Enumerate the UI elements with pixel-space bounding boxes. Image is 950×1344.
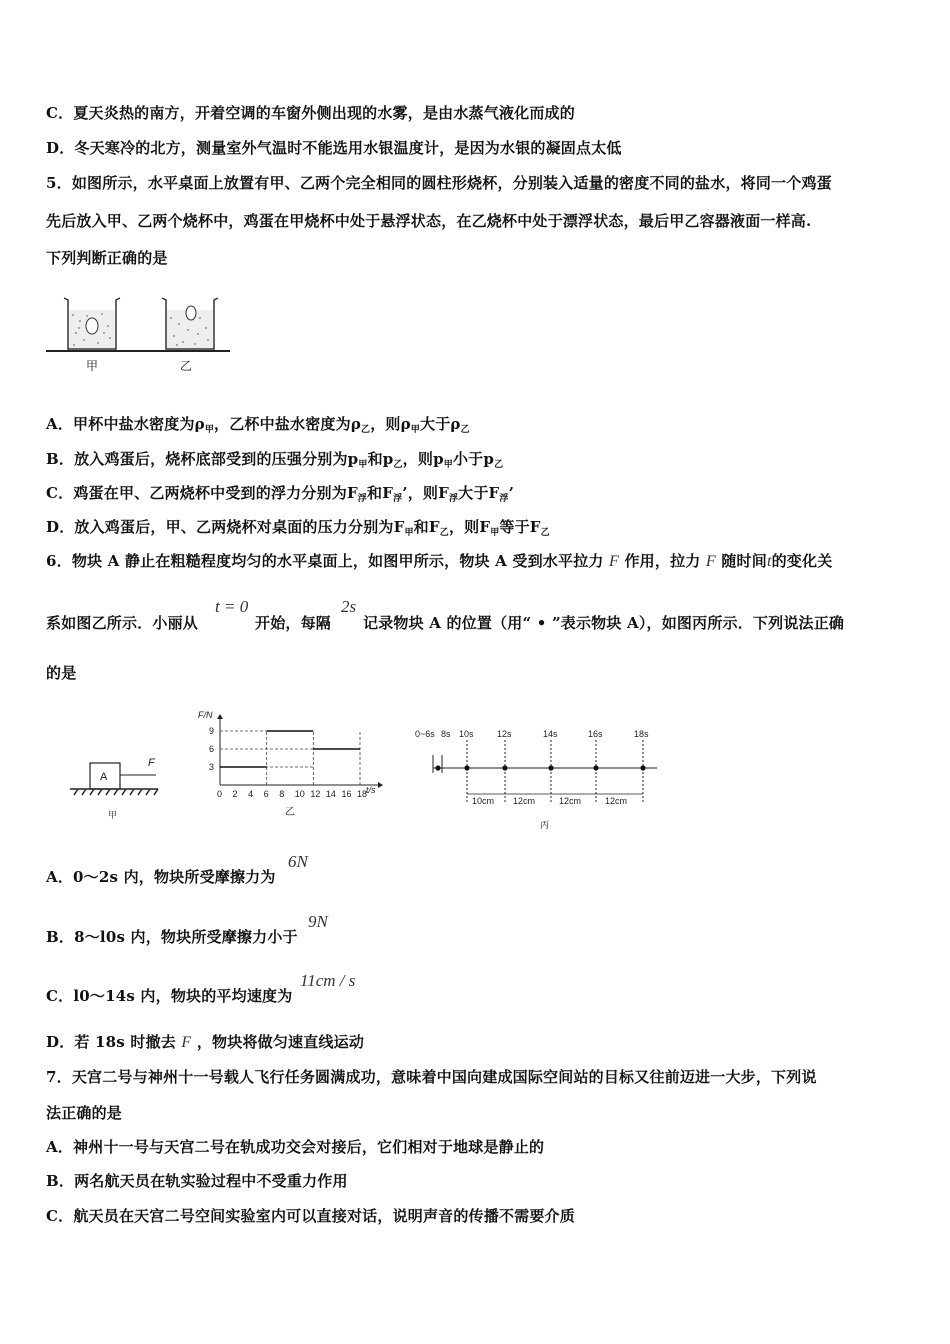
q6-stem-line3: 的是: [46, 664, 77, 682]
q6-ft-chart: [190, 703, 390, 823]
x-tick-label: 12: [310, 789, 321, 799]
q5-option-c: C．鸡蛋在甲、乙两烧杯中受到的浮力分别为$F_浮$和$F_浮$’，则$F_浮$大于$F_浮$’: [46, 484, 515, 504]
q5-stem-line1: 5．如图所示，水平桌面上放置有甲、乙两个完全相同的圆柱形烧杯，分别装入适量的密度不同的盐水，将同一个鸡蛋: [46, 174, 832, 192]
x-tick-label: 8: [279, 789, 285, 799]
q6-option-d: D．若 18s 时撤去 F ，物块将做匀速直线运动: [46, 1033, 365, 1051]
q7-option-c: C．航天员在天宫二号空间实验室内可以直接对话，说明声音的传播不需要介质: [46, 1207, 575, 1225]
block-a-label: A: [100, 771, 108, 783]
math-2s: 2s: [341, 597, 357, 616]
x-tick-label: 2: [232, 789, 238, 799]
position-dot: [502, 765, 507, 770]
x-tick-label: 4: [248, 789, 254, 799]
q7-stem-line1: 7．天宫二号与神州十一号载人飞行任务圆满成功，意味着中国向建成国际空间站的目标又往前迈进一大步，下列说: [46, 1068, 817, 1086]
figure-jia-label: 甲: [108, 810, 118, 820]
q5-beaker-figure: [40, 288, 240, 378]
distance-label: 10cm: [472, 796, 495, 806]
math-F-2: F: [705, 553, 716, 570]
time-label: 16s: [588, 729, 603, 739]
x-tick-label: 14: [325, 789, 336, 799]
q5-option-a: A．甲杯中盐水密度为$\rho_甲$，乙杯中盐水密度为$\rho_乙$，则$\rho_甲$大于$\rho_乙$: [46, 415, 470, 435]
y-tick-label: 3: [209, 762, 215, 772]
y-axis-arrow: [217, 714, 223, 719]
distance-label: 12cm: [513, 796, 536, 806]
q6-option-c: C．l0～14s 内，物块的平均速度为: [46, 987, 293, 1005]
q5-stem-line2: 先后放入甲、乙两个烧杯中，鸡蛋在甲烧杯中处于悬浮状态，在乙烧杯中处于漂浮状态，最后甲乙容器液面一样高.: [46, 212, 812, 230]
time-label: 12s: [497, 729, 512, 739]
q6-stem-line2: 系如图乙所示．小丽从: [46, 614, 199, 632]
q4-option-c: C．夏天炎热的南方，开着空调的车窗外侧出现的水雾，是由水蒸气液化而成的: [46, 104, 575, 122]
x-tick-label: 0: [217, 789, 223, 799]
figure-bing-label: 丙: [540, 820, 550, 830]
x-axis-arrow: [378, 782, 383, 788]
math-t-equals-0: t = 0: [215, 597, 249, 616]
distance-label: 12cm: [605, 796, 628, 806]
time-label: 8s: [441, 729, 451, 739]
label-yi: 乙: [180, 359, 193, 373]
x-tick-label: 18: [357, 789, 368, 799]
q7-option-a: A．神州十一号与天宫二号在轨成功交会对接后，它们相对于地球是静止的: [46, 1138, 545, 1156]
q5-stem-line3: 下列判断正确的是: [46, 249, 168, 267]
x-axis-label: t/s: [366, 785, 376, 795]
q6-figure-bing: [405, 718, 665, 838]
math-t: t: [766, 553, 772, 570]
force-label: F: [148, 757, 155, 769]
beaker-yi: [162, 298, 218, 349]
q6-stem-line2c: 记录物块 A 的位置（用“ • ”表示物块 A），如图丙所示．下列说法正确: [363, 614, 845, 632]
q7-option-b: B．两名航天员在轨实验过程中不受重力作用: [46, 1172, 348, 1190]
q6-stem-line1: 6．物块 A 静止在粗糙程度均匀的水平桌面上，如图甲所示，物块 A 受到水平拉力 F 作用，拉力 F 随时间t的变化关: [46, 552, 833, 570]
beaker-jia: [64, 298, 120, 349]
math-speed: 11cm / s: [300, 971, 356, 990]
position-dot: [640, 765, 645, 770]
q6-option-a: A．0～2s 内，物块所受摩擦力为: [46, 868, 276, 886]
label-jia: 甲: [86, 359, 99, 373]
distance-label: 12cm: [559, 796, 582, 806]
egg-jia: [86, 318, 98, 334]
q6-option-b: B．8～l0s 内，物块所受摩擦力小于: [46, 928, 298, 946]
position-dot: [435, 765, 440, 770]
q5-option-b: B．放入鸡蛋后，烧杯底部受到的压强分别为$p_甲$和$p_乙$，则$p_甲$小于$p_乙$: [46, 450, 504, 470]
position-dot: [464, 765, 469, 770]
q7-stem-line2: 法正确的是: [46, 1104, 123, 1122]
y-tick-label: 9: [209, 726, 215, 736]
q6-figure-jia: [68, 745, 168, 825]
time-label: 14s: [543, 729, 558, 739]
q4-option-d: D．冬天寒冷的北方，测量室外气温时不能选用水银温度计，是因为水银的凝固点太低: [46, 139, 622, 157]
time-label: 18s: [634, 729, 649, 739]
time-label: 10s: [459, 729, 474, 739]
math-F-3: F: [181, 1034, 192, 1051]
q6-stem-line2b: 开始，每隔: [255, 614, 332, 632]
position-dot: [548, 765, 553, 770]
time-label: 0~6s: [415, 729, 435, 739]
math-6N: 6N: [288, 852, 308, 871]
math-F-1: F: [609, 553, 620, 570]
y-axis-label: F/N: [198, 710, 213, 720]
position-dot: [593, 765, 598, 770]
egg-yi: [186, 306, 196, 320]
q5-option-d: D．放入鸡蛋后，甲、乙两烧杯对桌面的压力分别为$F_甲$和$F_乙$，则$F_甲$等于$F_乙$: [46, 518, 550, 538]
y-tick-label: 6: [209, 744, 215, 754]
x-tick-label: 10: [294, 789, 305, 799]
chart-label-yi: 乙: [285, 807, 295, 818]
x-tick-label: 16: [341, 789, 352, 799]
x-tick-label: 6: [263, 789, 269, 799]
math-9N: 9N: [308, 912, 328, 931]
